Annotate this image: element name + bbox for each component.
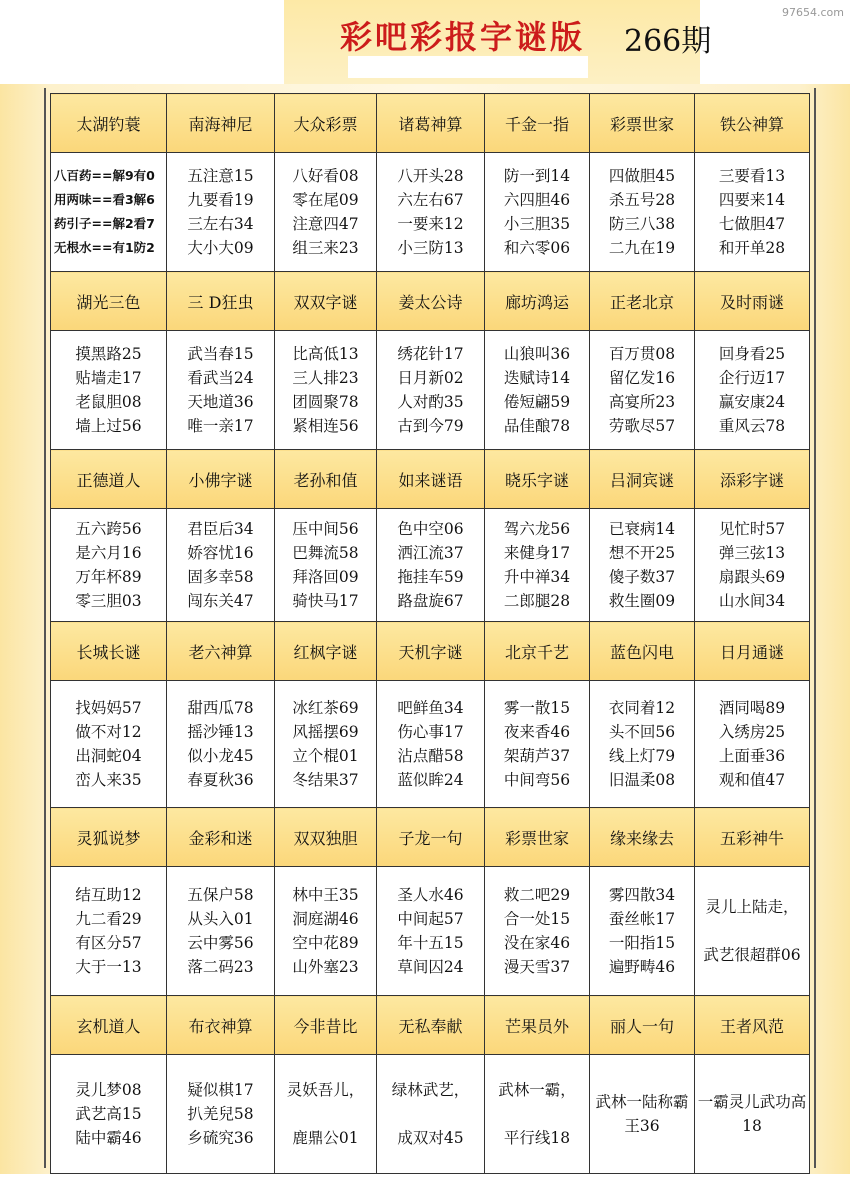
riddle-line: 劳歌尽57 xyxy=(608,417,676,435)
riddle-line: 合一处15 xyxy=(503,910,571,928)
riddle-line: 七做胆47 xyxy=(718,215,786,233)
header-banner xyxy=(284,0,712,84)
riddle-line: 百万贯08 xyxy=(608,345,676,363)
riddle-line: 春夏秋36 xyxy=(187,771,254,789)
riddle-line: 注意四47 xyxy=(292,215,359,233)
riddle-line: 天地道36 xyxy=(187,393,254,411)
riddle-line: 拜洛回09 xyxy=(292,568,359,586)
riddle-line: 小三防13 xyxy=(397,239,464,257)
riddle-cell xyxy=(590,681,695,808)
riddle-line: 武艺很超群06 xyxy=(703,946,801,964)
riddle-line: 八开头28 xyxy=(397,167,464,185)
riddle-cell xyxy=(51,509,167,622)
riddle-line: 架葫芦37 xyxy=(503,747,571,765)
header-row xyxy=(51,450,810,509)
column-header: 子龙一句 xyxy=(377,808,485,867)
column-header: 廊坊鸿运 xyxy=(485,272,590,331)
riddle-line: 云中雾56 xyxy=(187,934,254,952)
column-header: 布衣神算 xyxy=(167,996,275,1055)
riddle-line: 君臣后34 xyxy=(187,520,254,538)
column-header: 五彩神牛 xyxy=(695,808,810,867)
riddle-line: 从头入01 xyxy=(187,910,254,928)
riddle-cell xyxy=(275,681,377,808)
riddle-cell xyxy=(275,1055,377,1174)
header-row xyxy=(51,272,810,331)
riddle-cell xyxy=(590,509,695,622)
riddle-line: 色中空06 xyxy=(397,520,464,538)
riddle-line: 防一到14 xyxy=(503,167,571,185)
header-row xyxy=(51,808,810,867)
riddle-line: 和开单28 xyxy=(718,239,786,257)
riddle-cell xyxy=(167,153,275,272)
left-border-line xyxy=(44,88,46,1168)
riddle-line: 沾点醋58 xyxy=(397,747,464,765)
riddle-line: 巴舞流58 xyxy=(292,544,359,562)
riddle-line: 绣花针17 xyxy=(397,345,464,363)
column-header: 添彩字谜 xyxy=(695,450,810,509)
riddle-line: 高宴所23 xyxy=(608,393,676,411)
riddle-cell xyxy=(695,331,810,450)
riddle-cell xyxy=(590,331,695,450)
riddle-line: 驾六龙56 xyxy=(503,520,571,538)
riddle-cell xyxy=(485,1055,590,1174)
riddle-cell xyxy=(377,153,485,272)
column-header: 芒果员外 xyxy=(485,996,590,1055)
column-header: 三 D狂虫 xyxy=(167,272,275,331)
riddle-line: 九二看29 xyxy=(75,910,142,928)
riddle-line: 漫天雪37 xyxy=(503,958,571,976)
riddle-line: 落二码23 xyxy=(187,958,254,976)
riddle-line: 二九在19 xyxy=(608,239,676,257)
riddle-line: 蓝似眸24 xyxy=(397,771,464,789)
riddle-line: 重风云78 xyxy=(718,417,786,435)
riddle-line: 立个棍01 xyxy=(292,747,359,765)
riddle-line: 灵妖吾儿， xyxy=(286,1081,365,1099)
column-header: 大众彩票 xyxy=(275,94,377,153)
riddle-line: 五六跨56 xyxy=(75,520,142,538)
riddle-line: 救生圈09 xyxy=(608,592,676,610)
riddle-line: 出洞蛇04 xyxy=(75,747,142,765)
content-row xyxy=(51,681,810,808)
riddle-line: 弹三弦13 xyxy=(718,544,786,562)
riddle-line: 武艺高15 xyxy=(75,1105,142,1123)
riddle-line: 旧温柔08 xyxy=(608,771,676,789)
column-header: 湖光三色 xyxy=(51,272,167,331)
column-header: 诸葛神算 xyxy=(377,94,485,153)
riddle-line: 乡硫究36 xyxy=(187,1129,254,1147)
riddle-grid xyxy=(50,93,810,1174)
riddle-line: 六四胆46 xyxy=(503,191,571,209)
riddle-line: 人对酌35 xyxy=(397,393,464,411)
column-header: 双双独胆 xyxy=(275,808,377,867)
column-header: 千金一指 xyxy=(485,94,590,153)
riddle-line: 武当春15 xyxy=(187,345,254,363)
riddle-line: 比高低13 xyxy=(292,345,359,363)
column-header: 缘来缘去 xyxy=(590,808,695,867)
column-header: 王者风范 xyxy=(695,996,810,1055)
riddle-line: 似小龙45 xyxy=(187,747,254,765)
content-row xyxy=(51,867,810,996)
riddle-line: 闯东关47 xyxy=(187,592,254,610)
column-header: 正德道人 xyxy=(51,450,167,509)
riddle-line: 年十五15 xyxy=(397,934,464,952)
riddle-line: 看武当24 xyxy=(187,369,254,387)
riddle-line: 上面垂36 xyxy=(718,747,786,765)
riddle-line: 风摇摆69 xyxy=(292,723,359,741)
riddle-line: 疑似棋17 xyxy=(187,1081,254,1099)
riddle-line: 山狼叫36 xyxy=(503,345,571,363)
riddle-line: 八好看08 xyxy=(292,167,359,185)
column-header: 长城长谜 xyxy=(51,622,167,681)
riddle-cell xyxy=(485,681,590,808)
riddle-cell xyxy=(167,867,275,996)
page-title: 彩吧彩报字谜版 xyxy=(340,18,586,56)
column-header: 姜太公诗 xyxy=(377,272,485,331)
riddle-cell xyxy=(695,153,810,272)
riddle-line: 压中间56 xyxy=(292,520,359,538)
riddle-cell xyxy=(377,509,485,622)
riddle-line: 迭赋诗14 xyxy=(503,369,571,387)
riddle-line: 防三八38 xyxy=(608,215,676,233)
riddle-cell xyxy=(275,867,377,996)
riddle-line: 有区分57 xyxy=(75,934,142,952)
riddle-line: 中间弯56 xyxy=(503,771,571,789)
riddle-line: 结互助12 xyxy=(75,886,142,904)
riddle-line: 扒羌兒58 xyxy=(187,1105,254,1123)
content-row xyxy=(51,153,810,272)
riddle-line: 伤心事17 xyxy=(397,723,464,741)
line-gap xyxy=(485,1102,589,1126)
riddle-line: 古到今79 xyxy=(397,417,464,435)
riddle-line: 酒同喝89 xyxy=(718,699,786,717)
riddle-cell xyxy=(377,681,485,808)
column-header: 今非昔比 xyxy=(275,996,377,1055)
riddle-line: 鹿鼎公01 xyxy=(292,1129,359,1147)
riddle-cell xyxy=(485,331,590,450)
riddle-line: 雾四散34 xyxy=(608,886,676,904)
content-row xyxy=(51,509,810,622)
riddle-line: 灵儿梦08 xyxy=(75,1081,142,1099)
riddle-line: 五保户58 xyxy=(187,886,254,904)
riddle-line: 灵儿上陆走， xyxy=(705,898,799,916)
riddle-line: 吧鲜鱼34 xyxy=(397,699,464,717)
riddle-line: 山水间34 xyxy=(718,592,786,610)
riddle-line: 做不对12 xyxy=(75,723,142,741)
riddle-line: 倦短翩59 xyxy=(503,393,571,411)
riddle-line: 企行迈17 xyxy=(718,369,786,387)
riddle-cell xyxy=(51,331,167,450)
riddle-line: 来健身17 xyxy=(503,544,571,562)
column-header: 正老北京 xyxy=(590,272,695,331)
riddle-line: 二郎腿28 xyxy=(503,592,571,610)
riddle-line: 八百药==解9有0 xyxy=(54,168,155,183)
riddle-line: 三左右34 xyxy=(187,215,254,233)
riddle-cell xyxy=(590,1055,695,1174)
line-gap xyxy=(695,919,809,943)
riddle-line: 蚕丝帐17 xyxy=(608,910,676,928)
column-header: 天机字谜 xyxy=(377,622,485,681)
riddle-line: 升中禅34 xyxy=(503,568,571,586)
riddle-line: 傻子数37 xyxy=(608,568,676,586)
riddle-cell xyxy=(377,867,485,996)
riddle-line: 一霸灵儿武功高18 xyxy=(697,1093,807,1135)
riddle-cell xyxy=(377,331,485,450)
riddle-cell xyxy=(695,1055,810,1174)
riddle-line: 武林一霸， xyxy=(498,1081,576,1099)
riddle-line: 墙上过56 xyxy=(75,417,142,435)
line-gap xyxy=(275,1102,376,1126)
riddle-line: 遍野畴46 xyxy=(608,958,676,976)
riddle-line: 摸黑路25 xyxy=(75,345,142,363)
riddle-line: 扇跟头69 xyxy=(718,568,786,586)
riddle-cell xyxy=(51,681,167,808)
riddle-cell xyxy=(590,153,695,272)
riddle-line: 回身看25 xyxy=(718,345,786,363)
column-header: 及时雨谜 xyxy=(695,272,810,331)
riddle-line: 陆中霸46 xyxy=(75,1129,142,1147)
riddle-line: 摇沙锤13 xyxy=(187,723,254,741)
riddle-line: 衣同着12 xyxy=(608,699,676,717)
riddle-line: 九要看19 xyxy=(187,191,254,209)
header-row xyxy=(51,94,810,153)
riddle-cell xyxy=(51,867,167,996)
riddle-line: 品佳酿78 xyxy=(503,417,571,435)
riddle-line: 冰红茶69 xyxy=(292,699,359,717)
riddle-line: 大于一13 xyxy=(75,958,142,976)
riddle-cell xyxy=(695,867,810,996)
riddle-cell xyxy=(485,867,590,996)
riddle-cell xyxy=(377,1055,485,1174)
riddle-line: 三要看13 xyxy=(718,167,786,185)
riddle-line: 夜来香46 xyxy=(503,723,571,741)
riddle-cell xyxy=(695,681,810,808)
riddle-line: 三人排23 xyxy=(292,369,359,387)
column-header: 如来谜语 xyxy=(377,450,485,509)
column-header: 铁公神算 xyxy=(695,94,810,153)
riddle-line: 贴墙走17 xyxy=(75,369,142,387)
riddle-cell xyxy=(51,1055,167,1174)
riddle-line: 圣人水46 xyxy=(397,886,464,904)
header-row xyxy=(51,622,810,681)
riddle-cell xyxy=(167,331,275,450)
column-header: 彩票世家 xyxy=(590,94,695,153)
riddle-line: 观和值47 xyxy=(718,771,786,789)
riddle-line: 雾一散15 xyxy=(503,699,571,717)
riddle-line: 武林一陆称霸王36 xyxy=(595,1093,689,1135)
riddle-line: 零在尾09 xyxy=(292,191,359,209)
issue-number: 266期 xyxy=(624,24,712,59)
line-gap xyxy=(377,1102,484,1126)
riddle-line: 头不回56 xyxy=(608,723,676,741)
riddle-line: 成双对45 xyxy=(397,1129,464,1147)
riddle-cell xyxy=(590,867,695,996)
riddle-line: 娇容忧16 xyxy=(187,544,254,562)
riddle-line: 见忙时57 xyxy=(718,520,786,538)
header-row xyxy=(51,996,810,1055)
column-header: 晓乐字谜 xyxy=(485,450,590,509)
riddle-line: 绿林武艺， xyxy=(391,1081,470,1099)
riddle-line: 小三胆35 xyxy=(503,215,571,233)
content-row xyxy=(51,1055,810,1174)
riddle-cell xyxy=(167,681,275,808)
riddle-line: 中间起57 xyxy=(397,910,464,928)
riddle-line: 紧相连56 xyxy=(292,417,359,435)
riddle-cell xyxy=(695,509,810,622)
riddle-line: 五注意15 xyxy=(187,167,254,185)
riddle-cell xyxy=(485,509,590,622)
riddle-line: 是六月16 xyxy=(75,544,142,562)
column-header: 吕洞宾谜 xyxy=(590,450,695,509)
riddle-line: 救二吧29 xyxy=(503,886,571,904)
riddle-line: 零三胆03 xyxy=(75,592,142,610)
riddle-line: 四做胆45 xyxy=(608,167,676,185)
riddle-line: 无根水==有1防2 xyxy=(54,240,155,255)
riddle-line: 六左右67 xyxy=(397,191,464,209)
column-header: 无私奉献 xyxy=(377,996,485,1055)
riddle-line: 一阳指15 xyxy=(608,934,676,952)
riddle-line: 用两味==看3解6 xyxy=(54,192,155,207)
watermark: 97654.com xyxy=(782,6,844,19)
header-strip xyxy=(348,56,588,78)
column-header: 丽人一句 xyxy=(590,996,695,1055)
riddle-line: 留亿发16 xyxy=(608,369,676,387)
column-header: 北京千艺 xyxy=(485,622,590,681)
riddle-line: 洒江流37 xyxy=(397,544,464,562)
riddle-line: 路盘旋67 xyxy=(397,592,464,610)
riddle-line: 拖挂车59 xyxy=(397,568,464,586)
riddle-line: 万年杯89 xyxy=(75,568,142,586)
riddle-line: 团圆聚78 xyxy=(292,393,359,411)
column-header: 金彩和迷 xyxy=(167,808,275,867)
riddle-line: 没在家46 xyxy=(503,934,571,952)
riddle-line: 平行线18 xyxy=(503,1129,571,1147)
riddle-line: 一要来12 xyxy=(397,215,464,233)
column-header: 灵狐说梦 xyxy=(51,808,167,867)
column-header: 彩票世家 xyxy=(485,808,590,867)
riddle-line: 冬结果37 xyxy=(292,771,359,789)
riddle-line: 药引子==解2看7 xyxy=(54,216,155,231)
riddle-cell xyxy=(275,509,377,622)
riddle-line: 找妈妈57 xyxy=(75,699,142,717)
column-header: 蓝色闪电 xyxy=(590,622,695,681)
column-header: 日月通谜 xyxy=(695,622,810,681)
riddle-line: 和六零06 xyxy=(503,239,571,257)
riddle-line: 空中花89 xyxy=(292,934,359,952)
riddle-cell xyxy=(485,153,590,272)
riddle-cell xyxy=(275,153,377,272)
column-header: 老孙和值 xyxy=(275,450,377,509)
riddle-line: 洞庭湖46 xyxy=(292,910,359,928)
column-header: 双双字谜 xyxy=(275,272,377,331)
riddle-cell xyxy=(167,509,275,622)
riddle-cell xyxy=(51,153,167,272)
column-header: 南海神尼 xyxy=(167,94,275,153)
column-header: 红枫字谜 xyxy=(275,622,377,681)
column-header: 太湖钓蓑 xyxy=(51,94,167,153)
column-header: 老六神算 xyxy=(167,622,275,681)
riddle-line: 草间囚24 xyxy=(397,958,464,976)
riddle-line: 山外塞23 xyxy=(292,958,359,976)
right-border-line xyxy=(814,88,816,1168)
riddle-line: 甜西瓜78 xyxy=(187,699,254,717)
riddle-line: 组三来23 xyxy=(292,239,359,257)
riddle-cell xyxy=(167,1055,275,1174)
riddle-line: 杀五号28 xyxy=(608,191,676,209)
riddle-line: 入绣房25 xyxy=(718,723,786,741)
riddle-line: 赢安康24 xyxy=(718,393,786,411)
column-header: 玄机道人 xyxy=(51,996,167,1055)
column-header: 小佛字谜 xyxy=(167,450,275,509)
riddle-line: 唯一亲17 xyxy=(187,417,254,435)
riddle-cell xyxy=(275,331,377,450)
riddle-line: 想不开25 xyxy=(608,544,676,562)
riddle-line: 老鼠胆08 xyxy=(75,393,142,411)
riddle-line: 峦人来35 xyxy=(75,771,142,789)
riddle-line: 大小大09 xyxy=(187,239,254,257)
riddle-line: 四要来14 xyxy=(718,191,786,209)
riddle-line: 骑快马17 xyxy=(292,592,359,610)
riddle-line: 已衰病14 xyxy=(608,520,676,538)
content-row xyxy=(51,331,810,450)
riddle-line: 林中王35 xyxy=(292,886,359,904)
riddle-line: 线上灯79 xyxy=(608,747,676,765)
riddle-line: 日月新02 xyxy=(397,369,464,387)
riddle-line: 固多幸58 xyxy=(187,568,254,586)
